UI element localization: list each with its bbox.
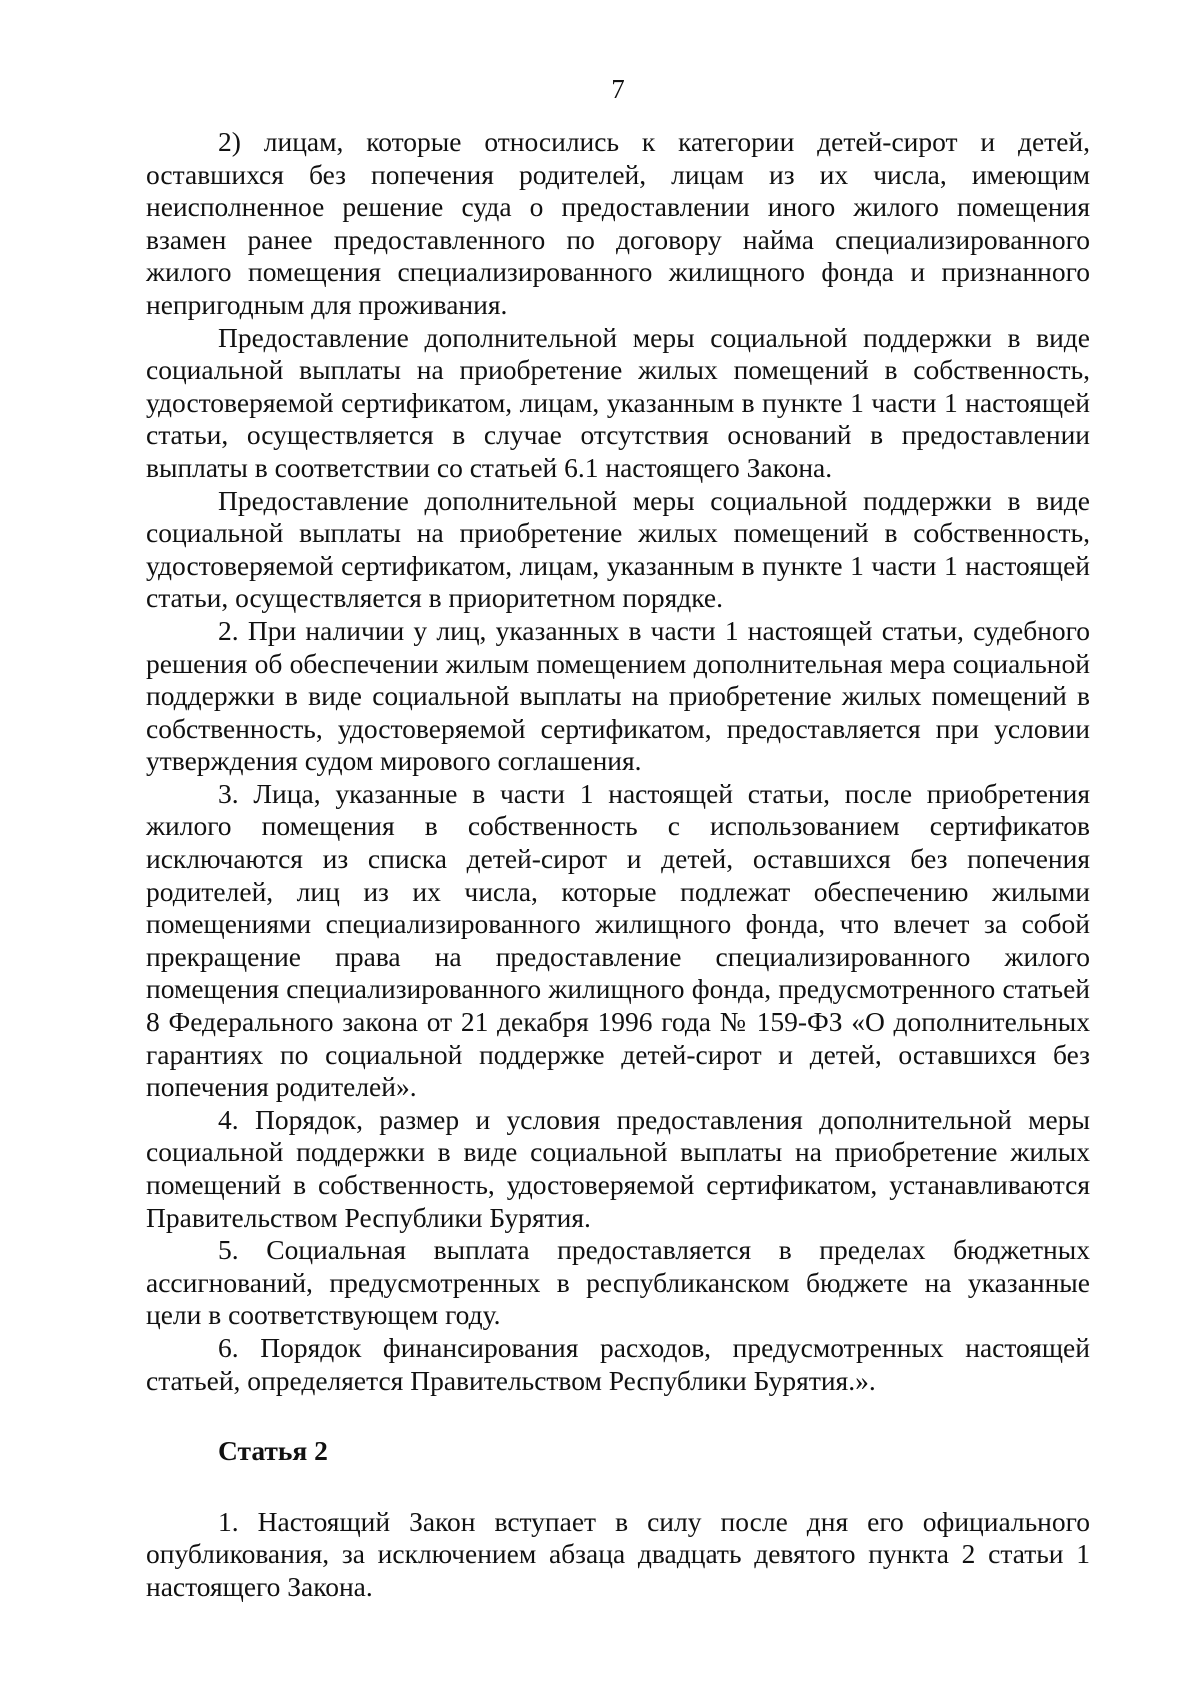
paragraph-clause-4: 4. Порядок, размер и условия предоставления дополнительной меры социальной поддержки в виде социальной выплаты на приобретение жилых помещений в собственность, удостоверяемой сертификатом, устанавливаются Правительством Республики Бурятия.: [146, 1103, 1090, 1233]
paragraph-clause-2: 2. При наличии у лиц, указанных в части 1 настоящей статьи, судебного решения об обеспечении жилым помещением дополнительная мера социальной поддержки в виде социальной выплаты на приобретение жилых помещений в собственность, удостоверяемой сертификатом, предоставляется при условии утверждения судом мирового соглашения.: [146, 614, 1090, 777]
paragraph-clause-3: 3. Лица, указанные в части 1 настоящей статьи, после приобретения жилого помещения в собственность с использованием сертификатов исключаются из списка детей-сирот и детей, оставшихся без попечения родителей, лиц из их числа, которые подлежат обеспечению жилыми помещениями специализированного жилищного фонда, что влечет за собой прекращение права на предоставление специализированного жилого помещения специализированного жилищного фонда, предусмотренного статьей 8 Федерального закона от 21 декабря 1996 года № 159-ФЗ «О дополнительных гарантиях по социальной поддержке детей-сирот и детей, оставшихся без попечения родителей».: [146, 777, 1090, 1103]
paragraph-priority-order: Предоставление дополнительной меры социальной поддержки в виде социальной выплаты на приобретение жилых помещений в собственность, удостоверяемой сертификатом, лицам, указанным в пункте 1 части 1 настоящей статьи, осуществляется в приоритетном порядке.: [146, 484, 1090, 614]
article-2-heading: Статья 2: [218, 1435, 328, 1467]
paragraph-clause-6: 6. Порядок финансирования расходов, предусмотренных настоящей статьей, определяется Правительством Республики Бурятия.».: [146, 1331, 1090, 1396]
page-number: 7: [611, 74, 625, 104]
paragraph-item-2-orphans: 2) лицам, которые относились к категории детей-сирот и детей, оставшихся без попечения родителей, лицам из их числа, имеющим неисполненное решение суда о предоставлении иного жилого помещения взамен ранее предоставленного по договору найма специализированного жилого помещения специализированного жилищного фонда и признанного непригодным для проживания.: [146, 126, 1090, 320]
article-2-clause-1: 1. Настоящий Закон вступает в силу после дня его официального опубликования, за исключением абзаца двадцать девятого пункта 2 статьи 1 настоящего Закона.: [146, 1505, 1090, 1602]
paragraph-clause-5: 5. Социальная выплата предоставляется в пределах бюджетных ассигнований, предусмотренных в республиканском бюджете на указанные цели в соответствующем году.: [146, 1234, 1090, 1331]
paragraph-payment-conditions: Предоставление дополнительной меры социальной поддержки в виде социальной выплаты на приобретение жилых помещений в собственность, удостоверяемой сертификатом, лицам, указанным в пункте 1 части 1 настоящей статьи, осуществляется в случае отсутствия оснований в предоставлении выплаты в соответствии со статьей 6.1 настоящего Закона.: [146, 321, 1090, 483]
document-body: [146, 126, 1090, 1604]
